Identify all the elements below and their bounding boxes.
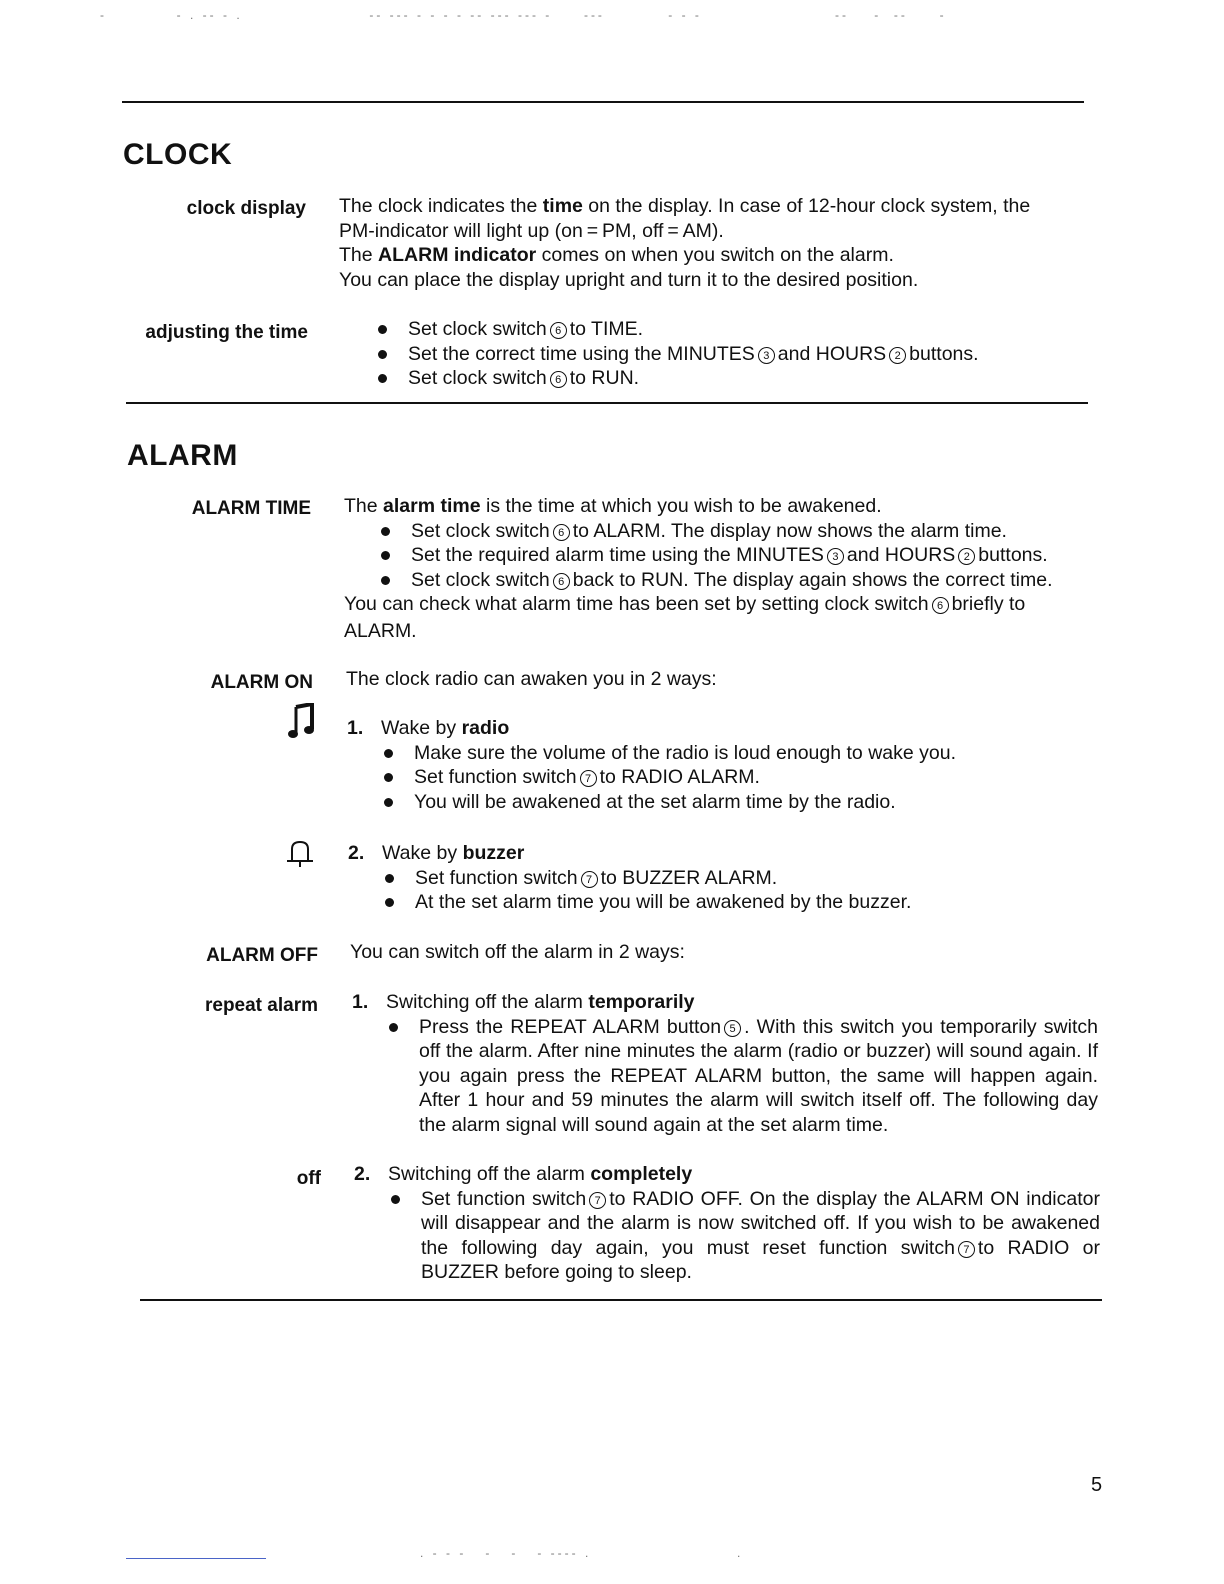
list-item: Make sure the volume of the radio is loud enough to wake you. — [380, 741, 1067, 766]
clock-display-text: The clock indicates the time on the display. In case of 12-hour clock system, the PM-indicator will light up (on = PM, off = AM). The ALARM indicator comes on when you switch on the alarm. You can place the display upright and turn it to the desired position. — [339, 195, 1031, 291]
list-item: At the set alarm time you will be awakened by the buzzer. — [381, 890, 1068, 915]
clock-heading: CLOCK — [123, 138, 233, 171]
list-item: You will be awakened at the set alarm time by the radio. — [380, 790, 1067, 815]
list-item: Set the correct time using the MINUTES 3 and HOURS 2 buttons. — [374, 342, 1094, 367]
alarm-heading: ALARM — [127, 439, 238, 472]
bottom-rule — [140, 1299, 1102, 1301]
list-item: Set clock switch 6 back to RUN. The display again shows the correct time. — [377, 568, 1104, 593]
alarm-time-text: The alarm time is the time at which you wish to be awakened. Set clock switch 6 to ALARM. The display now shows the alarm time. Set the required alarm time using the MINUTES 3 and HOURS 2 buttons. Set clock switch 6 back to RUN. The display again shows the correct time. You can check what alarm time has been set by setting clock switch 6 briefly to ALARM. — [344, 494, 1104, 643]
clock-display-label: clock display — [186, 198, 306, 219]
music-note-icon — [288, 703, 316, 744]
page-number: 5 — [1091, 1474, 1103, 1496]
list-item: Set clock switch 6 to TIME. — [374, 317, 1094, 342]
list-item: Set function switch 7 to RADIO OFF. On the display the ALARM ON indicator will disappear and the alarm is now switched off. If you wish to be awakened the following day again, you must reset function switch 7 to RADIO or BUZZER before going to sleep. — [387, 1187, 1100, 1285]
off-text: 2. Switching off the alarm completely Set function switch 7 to RADIO OFF. On the display the ALARM ON indicator will disappear and the alarm is now switched off. If you wish to be awakened the following day again, you must reset function switch 7 to RADIO or BUZZER before going to sleep. — [354, 1163, 1100, 1283]
repeat-alarm-label: repeat alarm — [204, 995, 318, 1016]
wake-by-radio: 1. Wake by radio Make sure the volume of the radio is loud enough to wake you. Set function switch 7 to RADIO ALARM. You will be awakened at the set alarm time by the radio. — [347, 716, 1067, 814]
scan-artifact-bottom: . - - - - - - ---- . . — [420, 1546, 744, 1560]
section-rule — [126, 402, 1088, 404]
list-item: Set the required alarm time using the MINUTES 3 and HOURS 2 buttons. — [377, 543, 1104, 568]
repeat-alarm-text: 1. Switching off the alarm temporarily Press the REPEAT ALARM button 5 . With this switch you temporarily switch off the alarm. After nine minutes the alarm (radio or buzzer) will sound again. If you again press the REPEAT ALARM button, the same will happen again. After 1 hour and 59 minutes the alarm will switch itself off. The following day the alarm signal will sound again at the set alarm time. — [352, 991, 1098, 1136]
scan-artifact-blue-line — [126, 1558, 266, 1559]
wake-by-buzzer: 2. Wake by buzzer Set function switch 7 to BUZZER ALARM. At the set alarm time you will be awakened by the buzzer. — [348, 841, 1068, 915]
list-item: Press the REPEAT ALARM button 5 . With this switch you temporarily switch off the alarm. After nine minutes the alarm (radio or buzzer) will sound again. If you again press the REPEAT ALARM button, the same will happen again. After 1 hour and 59 minutes the alarm will switch itself off. The following day the alarm signal will sound again at the set alarm time. — [385, 1015, 1098, 1138]
alarm-off-label: ALARM OFF — [206, 945, 318, 966]
scan-artifact-top: - - . -- - . -- --- - - - - -- --- --- - --- - - - -- - -- - — [100, 8, 947, 22]
adjusting-time-label: adjusting the time — [145, 322, 308, 343]
adjusting-time-list — [374, 317, 1094, 391]
alarm-off-intro: You can switch off the alarm in 2 ways: — [350, 941, 685, 963]
alarm-time-label: ALARM TIME — [191, 498, 311, 519]
list-item: Set clock switch 6 to ALARM. The display now shows the alarm time. — [377, 519, 1104, 544]
list-item: Set function switch 7 to RADIO ALARM. — [380, 765, 1067, 790]
top-rule — [122, 101, 1084, 103]
list-item: Set function switch 7 to BUZZER ALARM. — [381, 866, 1068, 891]
bell-icon — [286, 839, 314, 874]
off-label: off — [296, 1168, 321, 1189]
alarm-on-label: ALARM ON — [210, 672, 313, 693]
list-item: Set clock switch 6 to RUN. — [374, 366, 1094, 391]
alarm-on-intro: The clock radio can awaken you in 2 ways: — [346, 668, 717, 690]
